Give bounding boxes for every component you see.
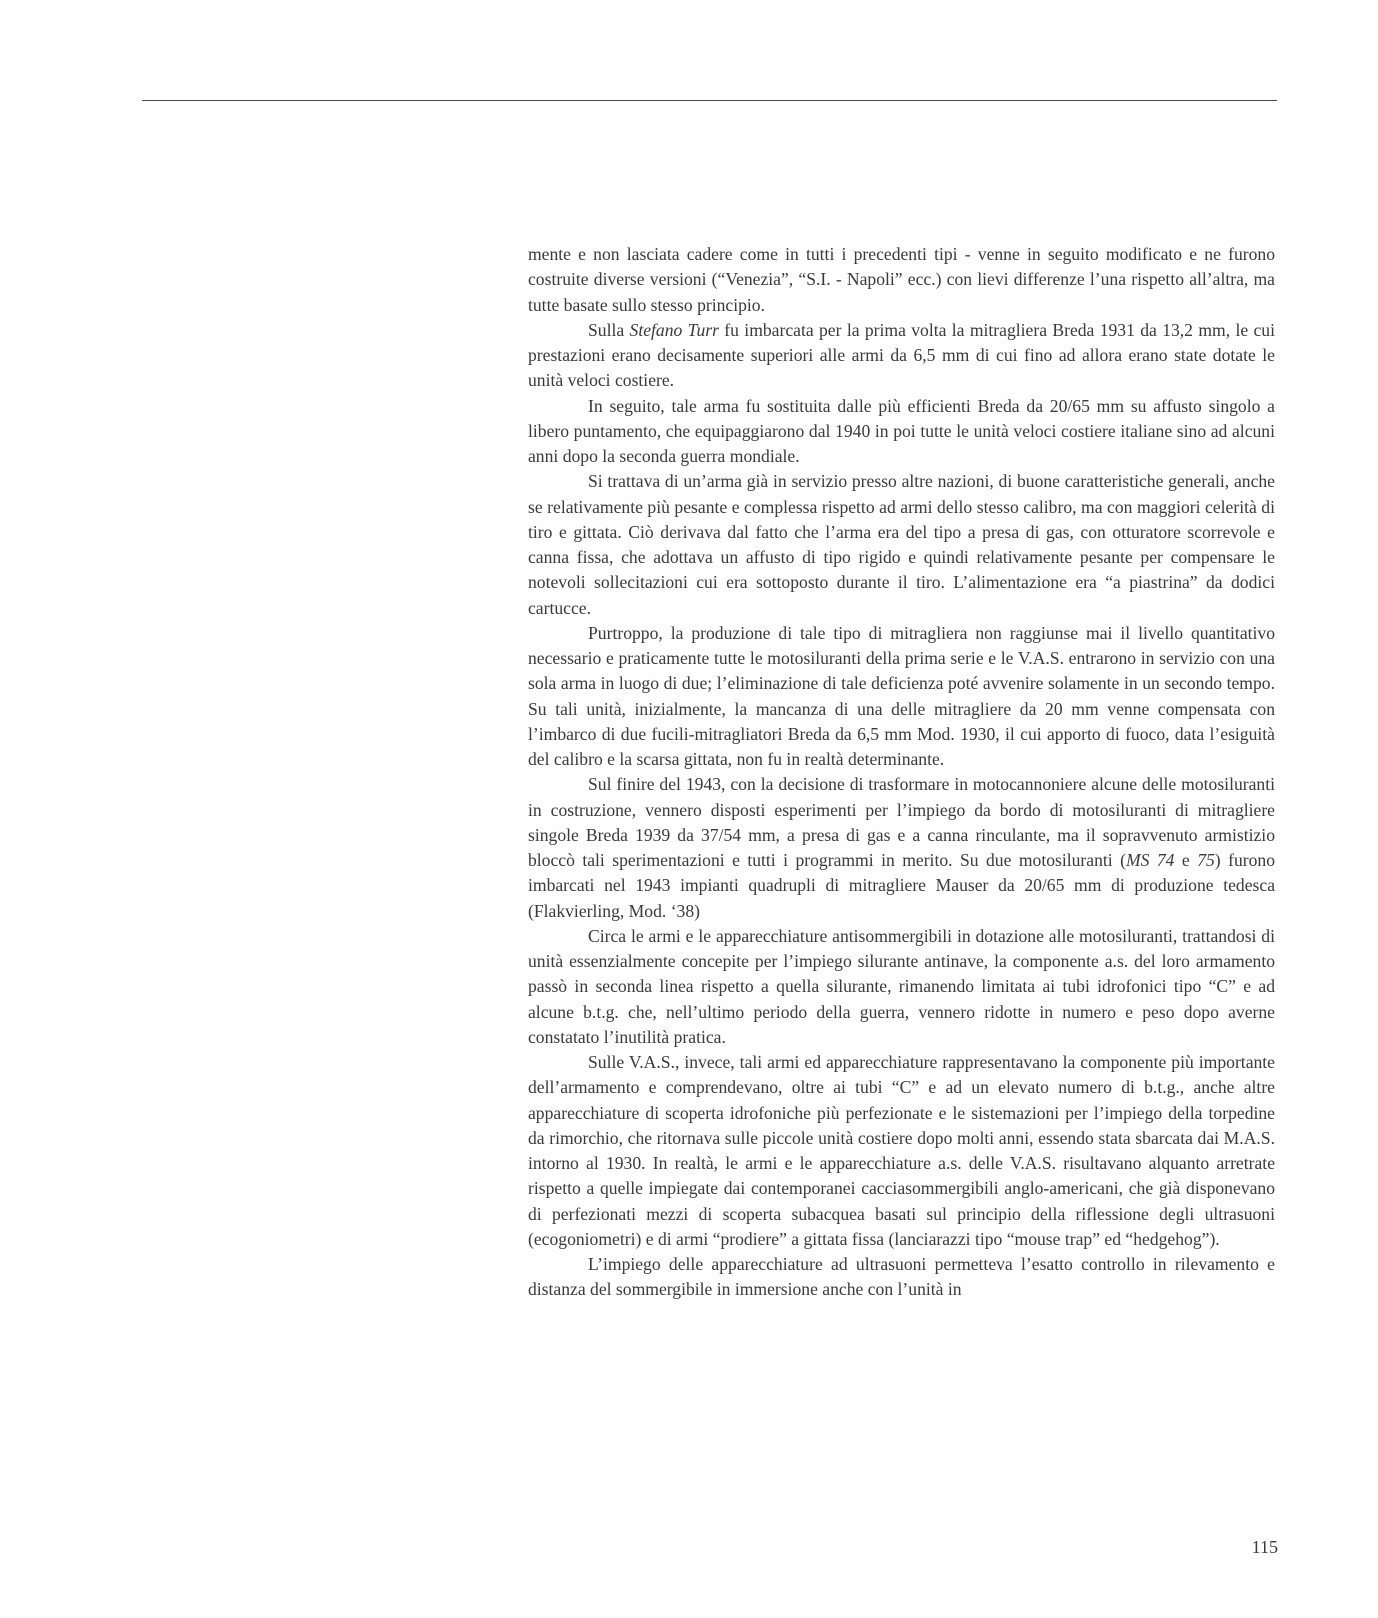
paragraph-text: mente e non lasciata cadere come in tutti i precedenti tipi - venne in seguito modificato e ne furono costruite diverse versioni (“Venezia”, “S.I. - Napoli” ecc.) con lievi differenze l’una rispetto all’altra, ma tutte basate sullo stesso principio. xyxy=(528,244,1275,315)
paragraph xyxy=(528,394,1275,470)
paragraph-text: L’impiego delle apparecchiature ad ultrasuoni permetteva l’esatto controllo in rilevamento e distanza del sommergibile in immersione anche con l’unità in xyxy=(528,1254,1275,1300)
paragraph xyxy=(528,621,1275,773)
paragraph-text: In seguito, tale arma fu sostituita dalle più efficienti Breda da 20/65 mm su affusto singolo a libero puntamento, che equipaggiarono dal 1940 in poi tutte le unità veloci costiere italiane sino ad alcuni anni dopo la seconda guerra mondiale. xyxy=(528,395,1275,466)
paragraph xyxy=(528,242,1275,318)
paragraph xyxy=(528,318,1275,394)
paragraph xyxy=(528,924,1275,1050)
paragraph-text: ) furono imbarcati nel 1943 impianti quadrupli di mitragliere Mauser da 20/65 mm di produzione tedesca (Flakvierling, Mod. ‘38) xyxy=(528,850,1275,921)
paragraph-text: Purtroppo, la produzione di tale tipo di mitragliera non raggiunse mai il livello quantitativo necessario e praticamente tutte le motosiluranti della prima serie e le V.A.S. entrarono in servizio con una sola arma in luogo di due; l’eliminazione di tale deficienza poté avvenire solamente in un secondo tempo. Su tali unità, inizialmente, la mancanza di una delle mitragliere da 20 mm venne compensata con l’imbarco di due fucili-mitragliatori Breda da 6,5 mm Mod. 1930, il cui apporto di fuoco, data l’esiguità del calibro e la scarsa gittata, non fu in realtà determinante. xyxy=(528,622,1275,769)
paragraph-text: Sul finire del 1943, con la decisione di trasformare in motocannoniere alcune delle motosiluranti in costruzione, vennero disposti esperimenti per l’impiego da bordo di motosiluranti di mitragliere singole Breda 1939 da 37/54 mm, a presa di gas e a canna rinculante, ma il sopravvenuto armistizio bloccò tali sperimentazioni e tutti i programmi in merito. Su due motosiluranti ( xyxy=(528,774,1275,870)
paragraph xyxy=(528,469,1275,621)
italic-text: 75 xyxy=(1197,850,1215,870)
paragraph xyxy=(528,1050,1275,1252)
paragraph-text: Circa le armi e le apparecchiature antisommergibili in dotazione alle motosiluranti, trattandosi di unità essenzialmente concepite per l’impiego silurante antinave, la componente a.s. del loro armamento passò in seconda linea rispetto a quella silurante, rimanendo limitata ai tubi idrofonici tipo “C” e ad alcune b.t.g. che, nell’ultimo periodo della guerra, vennero ridotte in numero e peso dopo averne constatato l’inutilità pratica. xyxy=(528,925,1275,1047)
paragraph-text: e xyxy=(1174,850,1198,870)
italic-text: MS 74 xyxy=(1125,850,1175,870)
paragraph-text: Si trattava di un’arma già in servizio presso altre nazioni, di buone caratteristiche generali, anche se relativamente più pesante e complessa rispetto ad armi dello stesso calibro, ma con maggiori celerità di tiro e gittata. Ciò derivava dal fatto che l’arma era del tipo a presa di gas, con otturatore scorrevole e canna fissa, che adottava un affusto di tipo rigido e quindi relativamente pesante per compensare le notevoli sollecitazioni cui era sottoposto durante il tiro. L’alimentazione era “a piastrina” da dodici cartucce. xyxy=(528,471,1275,618)
header-rule xyxy=(142,100,1277,101)
body-text xyxy=(528,242,1275,1303)
paragraph xyxy=(528,1252,1275,1303)
paragraph-text: Sulla xyxy=(588,319,630,340)
italic-text: Stefano Turr xyxy=(629,319,719,340)
paragraph xyxy=(528,772,1275,924)
paragraph-text: fu imbarcata per la prima volta la mitragliera Breda 1931 da 13,2 mm, le cui prestazioni erano decisamente superiori alle armi da 6,5 mm di cui fino ad allora erano state dotate le unità veloci costiere. xyxy=(528,319,1275,391)
paragraph-text: Sulle V.A.S., invece, tali armi ed apparecchiature rappresentavano la componente più importante dell’armamento e comprendevano, oltre ai tubi “C” e ad un elevato numero di b.t.g., anche altre apparecchiature di scoperta idrofoniche più perfezionate e le sistemazioni per l’impiego della torpedine da rimorchio, che ritornava sulle piccole unità costiere dopo molti anni, essendo stata sbarcata dai M.A.S. intorno al 1930. In realtà, le armi e le apparecchiature a.s. delle V.A.S. risultavano alquanto arretrate rispetto a quelle impiegate dai contemporanei cacciasommergibili anglo-americani, che già disponevano di perfezionati mezzi di scoperta subacquea basati sul principio della riflessione degli ultrasuoni (ecogoniometri) e di armi “prodiere” a gittata fissa (lanciarazzi tipo “mouse trap” ed “hedgehog”). xyxy=(528,1052,1275,1249)
page-number: 115 xyxy=(1251,1537,1278,1557)
